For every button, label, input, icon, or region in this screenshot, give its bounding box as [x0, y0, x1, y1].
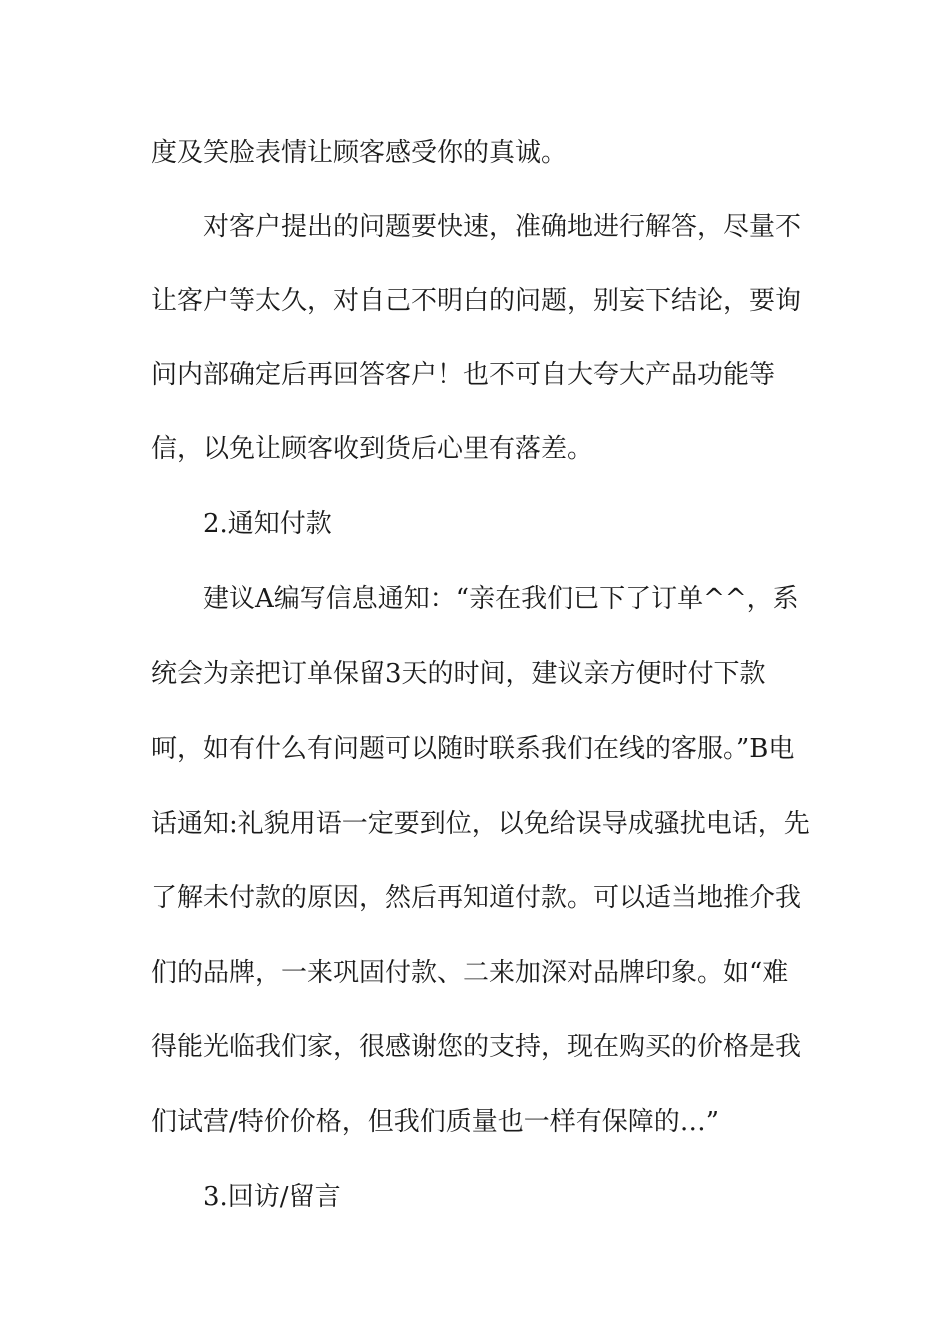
text-line-11: 了解未付款的原因，然后再知道付款。可以适当地推介我: [151, 883, 802, 913]
text-line-1: 度及笑脸表情让顾客感受你的真诚。: [151, 138, 568, 168]
text-line-4: 问内部确定后再回答客户！也不可自大夸大产品功能等: [151, 360, 776, 390]
text-line-13: 得能光临我们家，很感谢您的支持，现在购买的价格是我: [151, 1032, 802, 1062]
text-line-9: 呵，如有什么有问题可以随时联系我们在线的客服。”B电: [151, 734, 795, 764]
section-heading-revisit-message: 3.回访/留言: [203, 1182, 341, 1212]
text-line-12: 们的品牌，一来巩固付款、二来加深对品牌印象。如“难: [151, 958, 789, 988]
text-line-8: 统会为亲把订单保留3天的时间，建议亲方便时付下款: [151, 659, 766, 689]
section-heading-notify-payment: 2.通知付款: [203, 509, 332, 539]
text-line-5: 信，以免让顾客收到货后心里有落差。: [151, 434, 594, 464]
text-line-10: 话通知:礼貌用语一定要到位，以免给误导成骚扰电话，先: [151, 809, 810, 839]
text-line-2: 对客户提出的问题要快速，准确地进行解答，尽量不: [203, 212, 802, 242]
text-line-14: 们试营/特价价格，但我们质量也一样有保障的…”: [151, 1107, 720, 1137]
text-line-3: 让客户等太久，对自己不明白的问题，别妄下结论，要询: [151, 286, 802, 316]
text-line-7: 建议A编写信息通知：“亲在我们已下了订单^^，系: [203, 584, 799, 614]
